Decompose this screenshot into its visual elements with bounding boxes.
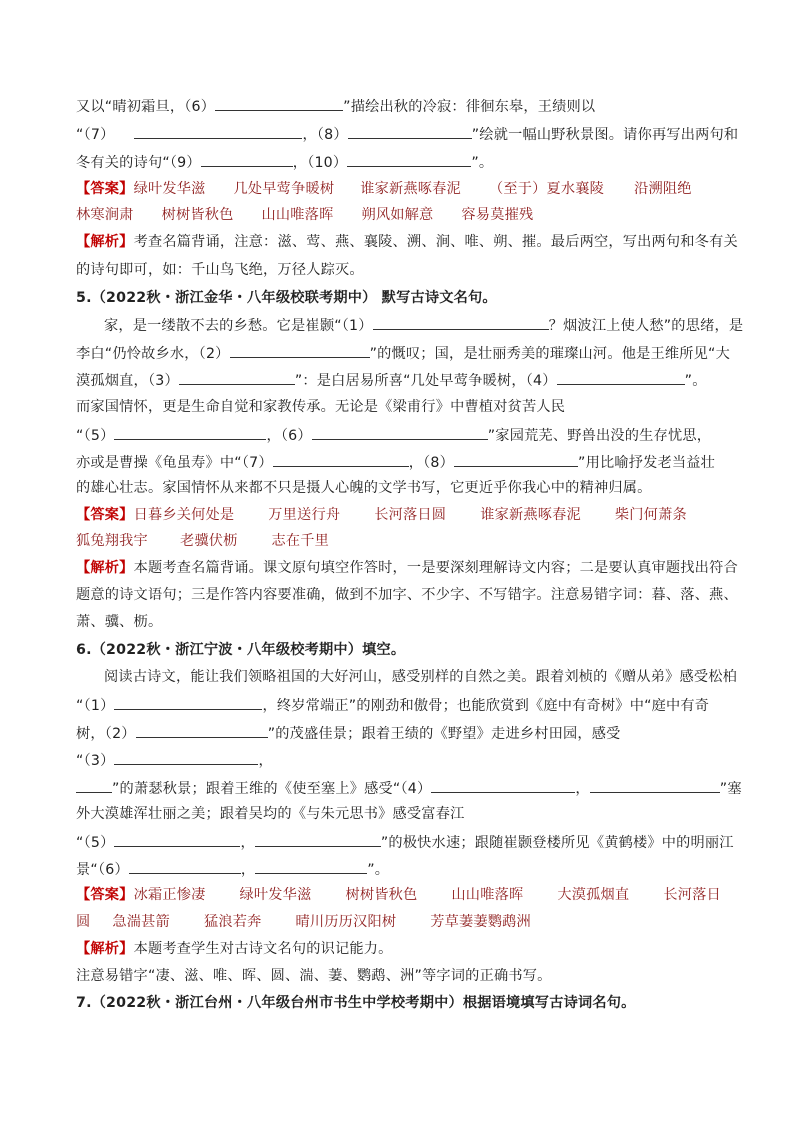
q6-blank-3b[interactable]: [76, 777, 112, 793]
q6-blank-2[interactable]: [136, 722, 268, 738]
q6-blank-5b[interactable]: [255, 831, 381, 847]
q4-answer-line-1: 【答案】绿叶发华滋 几处早莺争暖树 谁家新燕啄春泥 （至于）夏水襄陵 沿溯阻绝: [76, 181, 692, 197]
q6-line-1: 阅读古诗文，能让我们领略祖国的大好河山，感受别样的自然之美。跟着刘桢的《赠从弟》感受松柏: [104, 669, 738, 685]
q5-line-5: “（5） ，（6） ”家园荒芜、野兽出没的生存忧思，: [76, 424, 711, 446]
q5-analysis-line-1: 【解析】本题考查名篇背诵。课文原句填空作答时，一是要深刻理解诗文内容；二是要认真审题找出符合: [76, 560, 738, 576]
analysis-tag: 【解析】: [76, 941, 134, 957]
q5-blank-2[interactable]: [230, 342, 370, 358]
q4-line-1: 又以“晴初霜旦，（6） ”描绘出秋的冷寂：徘徊东皋，王绩则以: [76, 95, 595, 117]
q6-answer-line-2: 圆 急湍甚箭 猛浪若奔 晴川历历汉阳树 芳草萋萋鹦鹉洲: [76, 914, 531, 930]
q5-line-1: 家，是一缕散不去的乡愁。它是崔颢“（1） ？烟波江上使人愁”的思绪，是: [104, 314, 743, 336]
blank-9[interactable]: [201, 151, 293, 167]
q6-line-6: 外大漠雄浑壮丽之美；跟着吴均的《与朱元思书》感受富春江: [76, 806, 465, 822]
q6-blank-6b[interactable]: [255, 858, 367, 874]
q4-line-2: “（7） ，（8） ”绘就一幅山野秋景图。请你再写出两句和: [76, 123, 738, 145]
q6-blank-4a[interactable]: [431, 777, 575, 793]
analysis-tag: 【解析】: [76, 234, 134, 250]
q5-blank-6[interactable]: [312, 424, 488, 440]
q5-answer-line-1: 【答案】日暮乡关何处是 万里送行舟 长河落日圆 谁家新燕啄春泥 柴门何萧条: [76, 507, 687, 523]
analysis-tag: 【解析】: [76, 560, 134, 576]
q4-line-3: 冬有关的诗句“（9） ，（10） ”。: [76, 151, 493, 173]
q7-title: 7.（2022秋・浙江台州・八年级台州市书生中学校考期中）根据语境填写古诗词名句。: [76, 995, 636, 1011]
q6-line-8: 景“（6） ， ”。: [76, 858, 389, 880]
q5-line-3: 漠孤烟直，（3） ”：是白居易所喜“几处早莺争暖树，（4） ”。: [76, 369, 707, 391]
q5-blank-1[interactable]: [373, 314, 549, 330]
q4-answer-line-2: 林寒涧肃 树树皆秋色 山山唯落晖 朔风如解意 容易莫摧残: [76, 207, 534, 223]
q4-analysis-line-1: 【解析】考查名篇背诵，注意：滋、莺、燕、襄陵、溯、涧、唯、朔、摧。最后两空，写出两句和冬有关: [76, 234, 738, 250]
q5-line-6: 亦或是曹操《龟虽寿》中“（7） ，（8） ”用比喻抒发老当益壮: [76, 451, 715, 473]
q5-blank-7[interactable]: [273, 451, 409, 467]
blank-8[interactable]: [348, 123, 472, 139]
q5-line-4: 而家国情怀，更是生命自觉和家教传承。无论是《梁甫行》中曹植对贫苦人民: [76, 399, 566, 415]
answer-tag: 【答案】: [76, 181, 134, 197]
q5-analysis-line-2: 题意的诗文语句；三是作答内容要准确，做到不加字、不少字、不写错字。注意易错字词：暮、落、燕、: [76, 587, 738, 603]
q5-blank-8[interactable]: [454, 451, 578, 467]
q6-answer-line-1: 【答案】冰霜正惨凄 绿叶发华滋 树树皆秋色 山山唯落晖 大漠孤烟直 长河落日: [76, 887, 721, 903]
q6-blank-4b[interactable]: [590, 777, 720, 793]
q6-analysis-line-2: 注意易错字“凄、滋、唯、晖、圆、湍、萋、鹦鹉、洲”等字词的正确书写。: [76, 968, 552, 984]
q6-blank-1[interactable]: [114, 694, 262, 710]
q6-line-4: “（3） ，: [76, 749, 273, 771]
q5-blank-4[interactable]: [557, 369, 685, 385]
blank-6[interactable]: [215, 95, 343, 111]
q6-analysis-line-1: 【解析】本题考查学生对古诗文名句的识记能力。: [76, 941, 393, 957]
q6-title: 6.（2022秋・浙江宁波・八年级校考期中）填空。: [76, 642, 406, 658]
q6-line-3: 树，（2） ”的茂盛佳景；跟着王绩的《野望》走进乡村田园，感受: [76, 722, 621, 744]
q5-title: 5.（2022秋・浙江金华・八年级校联考期中） 默写古诗文名句。: [76, 290, 497, 306]
q6-line-7: “（5） ， ”的极快水速；跟随崔颢登楼所见《黄鹤楼》中的明丽江: [76, 831, 734, 853]
answer-tag: 【答案】: [76, 507, 134, 523]
q6-line-2: “（1） ，终岁常端正”的刚劲和傲骨；也能欣赏到《庭中有奇树》中“庭中有奇: [76, 694, 709, 716]
q6-blank-3a[interactable]: [114, 749, 258, 765]
q5-analysis-line-3: 萧、骥、枥。: [76, 614, 163, 630]
q5-blank-5[interactable]: [114, 424, 266, 440]
q5-line-7: 的雄心壮志。家国情怀从来都不只是摄人心魄的文学书写，它更近乎你我心中的精神归属。: [76, 480, 652, 496]
q6-line-5: ”的萧瑟秋景；跟着王维的《使至塞上》感受“（4） ， ”塞: [76, 777, 742, 799]
q4-analysis-line-2: 的诗句即可，如：千山鸟飞绝，万径人踪灭。: [76, 262, 364, 278]
q5-blank-3[interactable]: [179, 369, 295, 385]
q5-answer-line-2: 狐兔翔我宇 老骥伏枥 志在千里: [76, 533, 330, 549]
q5-line-2: 李白“仍怜故乡水，（2） ”的慨叹；国，是壮丽秀美的璀璨山河。他是王维所见“大: [76, 342, 730, 364]
answer-tag: 【答案】: [76, 887, 134, 903]
q6-blank-5a[interactable]: [114, 831, 240, 847]
q6-blank-6a[interactable]: [129, 858, 241, 874]
blank-7[interactable]: [134, 123, 302, 139]
blank-10[interactable]: [347, 151, 471, 167]
